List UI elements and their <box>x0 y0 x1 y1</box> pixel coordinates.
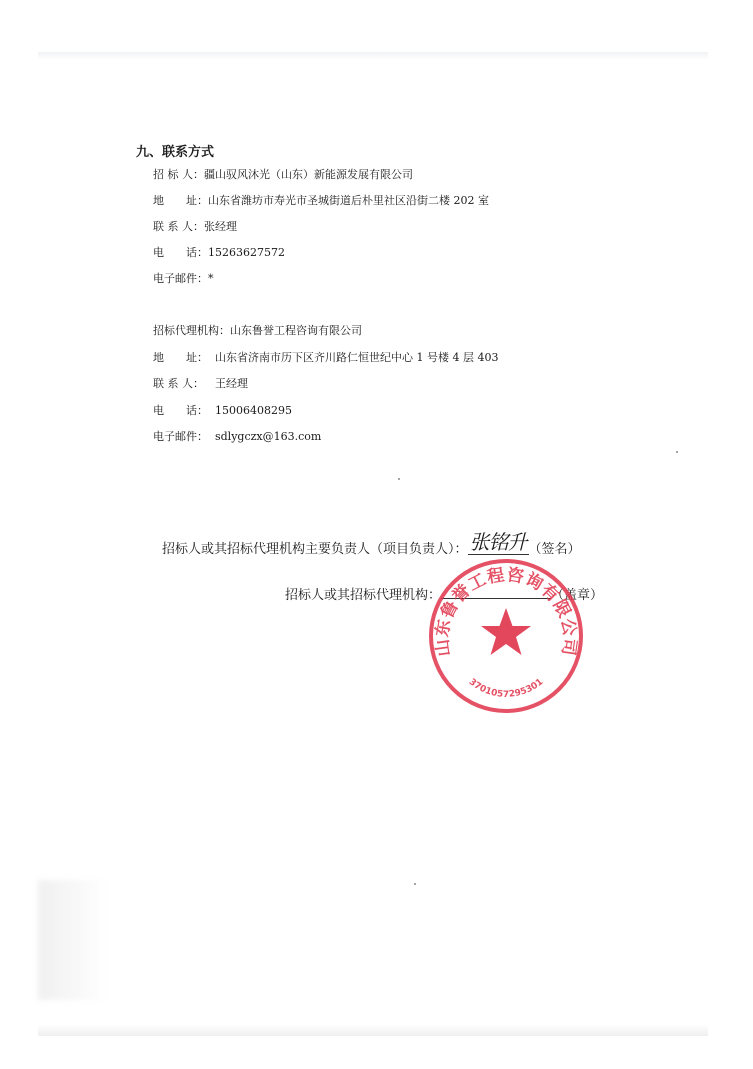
section-title: 九、联系方式 <box>136 145 215 160</box>
agency-phone-row <box>153 402 292 418</box>
scan-edge-bottom <box>38 1024 708 1036</box>
agency-contact-row <box>153 375 248 391</box>
agency-address-label: 地 址： <box>153 351 208 364</box>
signature-prefix: 招标人或其招标代理机构主要负责人（项目负责人）： <box>162 542 468 557</box>
agency-contact: 王经理 <box>215 377 248 390</box>
tenderer-name: 疆山驭风沐光（山东）新能源发展有限公司 <box>204 168 413 181</box>
tenderer-phone-row <box>153 244 285 260</box>
agency-address: 山东省济南市历下区齐川路仁恒世纪中心 1 号楼 4 层 403 <box>215 351 499 364</box>
tenderer-contact-row <box>153 218 237 234</box>
seal-number-text: 3701057295301 <box>466 677 546 700</box>
tenderer-address: 山东省潍坊市寿光市圣城街道后朴里社区沿街二楼 202 室 <box>208 194 489 207</box>
tenderer-address-label: 地 址： <box>153 194 208 207</box>
tenderer-email-label: 电子邮件： <box>153 272 208 285</box>
scan-speck <box>676 451 678 453</box>
agency-contact-label: 联 系 人： <box>153 377 204 390</box>
scan-edge-top <box>38 52 708 60</box>
seal-suffix: （盖章） <box>551 588 604 603</box>
tenderer-name-row <box>153 166 413 182</box>
handwritten-signature: 张铭升 <box>469 530 527 554</box>
agency-name-row <box>153 322 362 338</box>
tenderer-name-label: 招 标 人： <box>153 168 204 181</box>
agency-phone: 15006408295 <box>215 404 292 417</box>
seal-star-icon <box>481 608 531 655</box>
tenderer-email-row <box>153 270 214 286</box>
signature-row <box>162 530 581 559</box>
agency-email: sdlygczx@163.com <box>215 430 322 443</box>
seal-company-text: 山东鲁誉工程咨询有限公司 <box>432 565 580 658</box>
tenderer-phone-label: 电 话： <box>153 246 208 259</box>
seal-prefix: 招标人或其招标代理机构： <box>285 588 442 603</box>
tenderer-email: * <box>208 272 214 285</box>
scan-shadow-left <box>38 880 108 1000</box>
agency-email-label: 电子邮件： <box>153 430 208 443</box>
scan-speck <box>414 883 416 885</box>
tenderer-address-row <box>153 192 489 208</box>
tenderer-contact: 张经理 <box>204 220 237 233</box>
tenderer-phone: 15263627572 <box>208 246 285 259</box>
agency-name-label: 招标代理机构： <box>153 324 230 337</box>
agency-name: 山东鲁誉工程咨询有限公司 <box>230 324 362 337</box>
signature-suffix: （签名） <box>528 542 581 557</box>
tenderer-contact-label: 联 系 人： <box>153 220 204 233</box>
company-seal <box>426 556 586 716</box>
agency-phone-label: 电 话： <box>153 404 208 417</box>
agency-address-row <box>153 349 498 365</box>
agency-email-row <box>153 428 321 444</box>
scan-speck <box>398 478 400 480</box>
